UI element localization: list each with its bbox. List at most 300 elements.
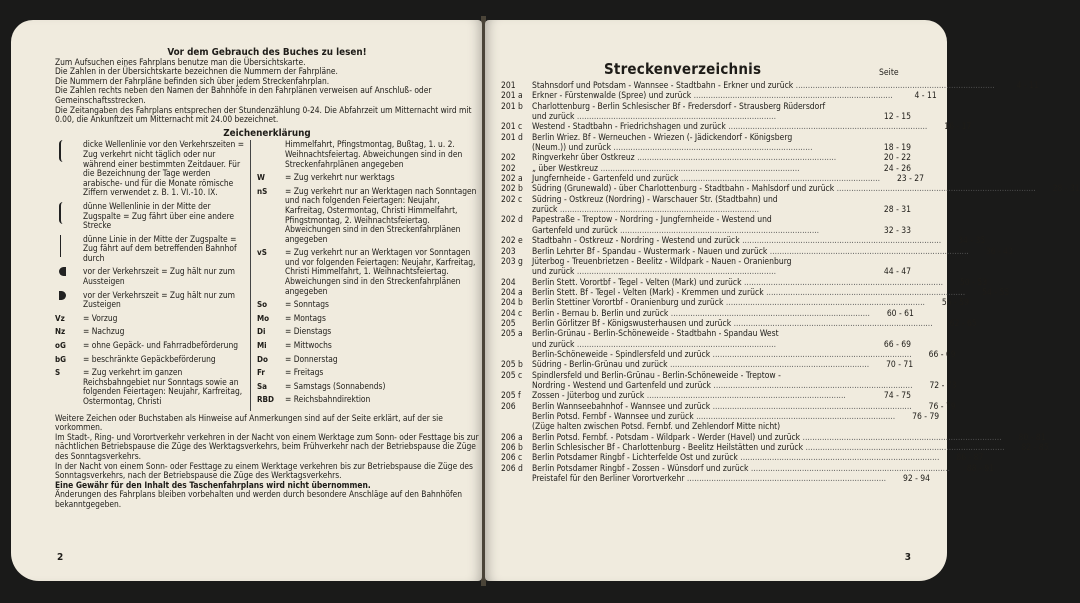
legend-key: So	[257, 300, 268, 310]
legend-mark-icon	[60, 235, 67, 257]
route-number: 202 b	[501, 184, 523, 195]
legend-description: vor der Verkehrszeit = Zug hält nur zum Zusteigen	[83, 289, 235, 310]
legend-description: vor der Verkehrszeit = Zug hält nur zum Aussteigen	[83, 266, 235, 287]
route-description	[532, 412, 895, 422]
route-text: Südring - Ostkreuz (Nordring) - Warschauer Str. (Stadtbahn) und	[532, 194, 778, 205]
route-description	[532, 174, 880, 184]
toc-entry	[501, 287, 1010, 298]
route-text: und zurück	[532, 339, 575, 350]
route-description	[532, 164, 867, 174]
note-paragraph: Weitere Zeichen oder Buchstaben als Hinweise auf Anmerkungen sind auf der Seite erklärt, auf der sie vorkommen.	[55, 412, 443, 433]
toc-entry	[501, 236, 986, 247]
route-number	[501, 474, 532, 484]
route-pages: 70 - 71	[886, 360, 914, 371]
legend-entry	[257, 173, 479, 183]
route-number: 202 d	[501, 215, 523, 226]
route-number: 205	[501, 318, 516, 329]
route-description	[532, 205, 867, 215]
toc-entry	[501, 122, 972, 133]
toc-entry	[501, 474, 931, 485]
toc-entry	[501, 102, 911, 112]
route-description	[532, 267, 867, 277]
legend-mark-icon	[59, 267, 66, 276]
legend-description: = Zug verkehrt nur werktags	[285, 172, 395, 183]
route-text: zurück	[532, 205, 558, 216]
route-description	[532, 153, 867, 163]
route-pages: 44 - 47	[883, 267, 911, 278]
route-pages: 54 - 55	[982, 287, 1010, 298]
legend-key: vS	[257, 248, 267, 258]
legend-entry	[257, 248, 479, 296]
route-description	[532, 474, 886, 484]
route-text: Charlottenburg - Berlin Schlesischer Bf - Fredersdorf - Strausberg Rüdersdorf	[532, 101, 826, 112]
route-pages: 92 - 94	[902, 474, 931, 485]
legend-entry	[257, 314, 479, 324]
toc-entry	[501, 391, 911, 401]
toc-entry	[501, 329, 911, 339]
legend-entry	[55, 267, 245, 286]
route-number	[501, 412, 532, 422]
route-pages: 88 - 91	[966, 463, 994, 474]
legend-entry	[257, 300, 479, 310]
route-text: Stadtbahn - Ostkreuz - Nordring - Westend und zurück	[532, 236, 740, 247]
legend-key: Sa	[257, 381, 268, 391]
route-pages	[867, 133, 911, 143]
toc-entry	[501, 133, 911, 143]
route-description	[532, 309, 870, 319]
toc-entry	[501, 298, 969, 309]
route-description	[532, 381, 913, 391]
route-text: Nordring - Westend und Gartenfeld und zurück	[532, 380, 711, 391]
legend-description: = Donnerstag	[285, 353, 338, 364]
route-text: Berlin Stett. Vorortbf - Tegel - Velten (Mark) und zurück	[532, 277, 742, 288]
legend-key	[55, 291, 83, 310]
legend-entry	[257, 368, 479, 378]
legend-description: = Nachzug	[83, 326, 125, 337]
route-number	[501, 112, 532, 122]
route-number: 205 b	[501, 360, 523, 371]
intro-line: Die Zeitangaben des Fahrplans entsprechen der Stundenzählung 0-24. Die Abfahrzeit um Mitternacht wird mit 0.00, die Ankunftzeit um Mitternacht mit 24.00 bezeichnet.	[55, 104, 472, 125]
legend-key	[257, 140, 285, 169]
route-text: Berlin Potsdamer Ringbf - Zossen - Wünsdorf und zurück	[532, 463, 749, 474]
route-pages: 28 - 31	[1052, 184, 1080, 195]
leader-dots: ..................................................................................	[731, 318, 933, 329]
leader-dots: ..................................................................................	[693, 412, 896, 422]
legend-entry	[257, 355, 479, 365]
route-pages	[867, 195, 911, 205]
leader-dots: ..................................................................................	[574, 339, 776, 350]
route-pages: 34 - 35	[958, 236, 986, 247]
legend-entry	[55, 355, 245, 365]
legend-key	[55, 267, 83, 286]
route-index	[501, 81, 1080, 485]
route-pages: 66 - 69	[928, 349, 956, 360]
route-text: Ringverkehr über Ostkreuz	[532, 153, 635, 164]
notes-paragraphs	[55, 414, 479, 510]
legend-heading: Zeichenerklärung	[223, 127, 311, 139]
legend-description: = Reichsbahndirektion	[285, 394, 371, 405]
legend-entry	[55, 368, 245, 406]
toc-entry	[501, 412, 940, 422]
route-pages: 28 - 31	[883, 205, 911, 216]
left-page	[11, 20, 482, 581]
route-text: Jungfernheide - Gartenfeld und zurück	[532, 174, 679, 185]
route-pages: 20 - 22	[883, 153, 911, 164]
route-text: und zurück	[532, 112, 575, 123]
legend-description: dicke Wellenlinie vor den Verkehrszeiten = Zug verkehrt nicht täglich oder nur während einer bestimmten Zeitdauer. Für die Bezeichnung der Tage werden arabische- und für die Monate römische Ziffern verwendet z. B. 1. VI.-10. IX.	[83, 139, 245, 198]
route-text: Südring (Grunewald) - über Charlottenburg - Stadtbahn - Mahlsdorf und zurück	[532, 184, 835, 195]
route-pages: 4 - 11	[914, 91, 937, 102]
route-description	[532, 360, 869, 370]
route-number: 206	[501, 401, 516, 412]
note-paragraph: Im Stadt-, Ring- und Vorortverkehr verkehren in der Nacht von einem Werktage zum Sonn- oder Festtage bis zur nächtlichen Betriebspause die Züge des Werktagsverkehrs, beim Frühverkehr nach der Betriebspause die Züge des Sonntagsverkehrs.	[55, 431, 479, 461]
route-pages: 32 - 33	[883, 225, 911, 236]
leader-dots: ..................................................................................	[574, 267, 776, 278]
route-text: Westend - Stadtbahn - Friedrichshagen und zurück	[532, 122, 726, 133]
legend-key: Mi	[257, 341, 267, 351]
route-description	[532, 91, 893, 101]
route-pages: 60 - 61	[886, 308, 914, 319]
toc-entry	[501, 205, 911, 215]
toc-entry	[501, 267, 911, 277]
route-pages: 76 - 79	[928, 401, 956, 412]
legend-key: S	[55, 368, 61, 378]
route-number	[501, 381, 532, 391]
legend-key: Mo	[257, 313, 270, 323]
route-pages	[867, 102, 911, 112]
toc-entry	[501, 432, 1046, 443]
leader-dots: ..................................................................................	[667, 360, 870, 371]
route-number: 201 d	[501, 132, 523, 143]
leader-dots: ..................................................................................	[803, 443, 1005, 454]
leader-dots: ..................................................................................	[557, 205, 760, 216]
route-number: 206 a	[501, 432, 523, 443]
legend-description: = Vorzug	[83, 312, 118, 323]
leader-dots: ..................................................................................	[737, 453, 940, 464]
legend-entry	[257, 395, 479, 405]
note-paragraph: Änderungen des Fahrplans bleiben vorbehalten und werden durch besondere Anschläge auf den Bahnhöfen bekanntgegeben.	[55, 489, 463, 509]
intro-line: Die Nummern der Fahrpläne befinden sich über jedem Streckenfahrplan.	[55, 75, 330, 86]
leader-dots: ..................................................................................	[668, 308, 870, 319]
legend-key: Do	[257, 354, 268, 364]
toc-entry	[501, 153, 911, 163]
route-description	[532, 81, 995, 91]
legend-key: Nz	[55, 327, 66, 337]
leader-dots: ..................................................................................	[710, 401, 912, 412]
legend-key: W	[257, 173, 265, 183]
toc-entry	[501, 81, 1039, 91]
route-pages: 12 - 15	[883, 112, 911, 123]
route-pages: 62 - 65	[949, 318, 977, 329]
toc-entry	[501, 453, 984, 464]
route-description	[532, 298, 925, 308]
route-number: 206 b	[501, 443, 523, 454]
route-text: Südring - Berlin-Grünau und zurück	[532, 360, 668, 371]
route-text: Berlin - Bernau b. Berlin und zurück	[532, 308, 669, 319]
route-number	[501, 340, 532, 350]
route-text: Berlin Schlesischer Bf - Charlottenburg - Beelitz Heilstätten und zurück	[532, 443, 804, 454]
route-text: Gartenfeld und zurück	[532, 225, 618, 236]
legend-key: Di	[257, 327, 266, 337]
leader-dots: ..................................................................................	[834, 184, 1036, 195]
route-text: Berlin Potsd. Fernbf. - Potsdam - Wildpark - Werder (Havel) und zurück	[532, 432, 801, 443]
toc-entry	[501, 215, 911, 225]
toc-entry	[501, 401, 956, 412]
route-description	[532, 215, 867, 225]
route-text: und zurück	[532, 267, 575, 278]
route-description	[532, 122, 927, 132]
toc-entry	[501, 349, 956, 360]
toc-entry	[501, 277, 988, 288]
route-description	[532, 133, 867, 143]
legend-description: = Samstags (Sonnabends)	[285, 380, 386, 391]
route-number	[501, 267, 532, 277]
route-number: 201	[501, 81, 516, 91]
route-description	[532, 443, 1005, 453]
route-number: 206 d	[501, 463, 523, 474]
route-text: Berlin Wannseebahnhof - Wannsee und zurück	[532, 401, 711, 412]
legend-columns	[55, 140, 479, 410]
route-pages: 72 - 73	[929, 380, 957, 391]
toc-entry	[501, 174, 925, 185]
legend-description: = Zug verkehrt im ganzen Reichsbahngebiet nur Sonntags sowie an folgenden Feiertagen: Neujahr, Karfreitag, Ostermontag, Christi	[83, 367, 243, 406]
legend-mark-icon	[59, 140, 69, 162]
legend-description: = Dienstags	[285, 326, 332, 337]
route-text: Stahnsdorf und Potsdam - Wannsee - Stadtbahn - Erkner und zurück	[532, 81, 794, 91]
seite-label: Seite	[879, 68, 899, 78]
route-description	[532, 422, 867, 432]
legend-key: RBD	[257, 395, 275, 405]
leader-dots: ..................................................................................	[684, 474, 887, 485]
legend-entry	[257, 341, 479, 351]
route-number: 202 a	[501, 174, 523, 185]
route-description	[532, 350, 912, 360]
note-paragraph: Eine Gewähr für den Inhalt des Taschenfahrplans wird nicht übernommen.	[55, 479, 371, 490]
route-number: 204 a	[501, 287, 523, 298]
route-pages: 36 - 43	[985, 246, 1013, 257]
legend-entry	[257, 382, 479, 392]
route-text: (Neum.)) und zurück	[532, 143, 611, 154]
route-text: Berlin Potsdamer Ringbf - Lichterfelde Ost und zurück	[532, 453, 738, 464]
route-description	[532, 247, 969, 257]
route-description	[532, 391, 867, 401]
note-paragraph: In der Nacht von einem Sonn- oder Festtage zu einem Werktage verkehren bis zur Betriebspause die Züge des Sonntagsverkehrs, nach der Betriebspause die Züge des Werktagsverkehrs.	[55, 460, 473, 481]
legend-entry	[55, 314, 245, 324]
route-number: 204	[501, 277, 516, 288]
route-number: 203 g	[501, 256, 523, 267]
legend-entry	[257, 187, 479, 245]
route-number	[501, 350, 532, 360]
route-pages: 50 - 53	[960, 277, 988, 288]
leader-dots: ..................................................................................	[723, 298, 925, 309]
toc-entry	[501, 112, 911, 122]
legend-key	[55, 235, 83, 264]
route-description	[532, 184, 1036, 194]
route-pages: 76 - 79	[912, 412, 940, 422]
route-description	[532, 340, 867, 350]
route-pages	[867, 329, 911, 339]
legend-entry	[55, 291, 245, 310]
route-text: (Züge halten zwischen Potsd. Fernbf. und Zehlendorf Mitte nicht)	[532, 422, 781, 433]
route-pages: 82 - 85	[1021, 443, 1049, 454]
legend-key: Fr	[257, 368, 265, 378]
right-page	[485, 20, 1080, 581]
route-number	[501, 143, 532, 153]
legend-entry	[55, 140, 245, 198]
route-number	[501, 205, 532, 215]
legend-description: = Mittwochs	[285, 340, 332, 351]
leader-dots: ..................................................................................	[725, 122, 928, 133]
toc-entry	[501, 164, 911, 174]
route-text: Preistafel für den Berliner Vorortverkehr	[532, 474, 685, 485]
route-number: 203	[501, 246, 516, 257]
route-description	[532, 319, 933, 329]
route-number: 202 e	[501, 236, 523, 247]
legend-key	[55, 202, 83, 231]
legend-description: = Freitags	[285, 367, 324, 378]
route-text: Berlin Lehrter Bf - Spandau - Wustermark - Nauen und zurück	[532, 246, 768, 257]
toc-entry	[501, 195, 911, 205]
leader-dots: ..................................................................................	[678, 174, 881, 185]
route-pages	[867, 257, 911, 267]
legend-key: bG	[55, 354, 67, 364]
legend-description: = Sonntags	[285, 299, 329, 310]
route-pages: 80 - 81	[1018, 432, 1046, 443]
intro-paragraphs	[55, 58, 479, 125]
route-number: 201 c	[501, 122, 523, 133]
route-pages: 56 - 59	[941, 298, 969, 309]
legend-description: dünne Wellenlinie in der Mitte der Zugspalte = Zug fährt über eine andere Strecke	[83, 200, 235, 231]
legend-mark-icon	[59, 202, 69, 224]
route-description	[532, 433, 1002, 443]
route-description	[532, 195, 867, 205]
route-description	[532, 102, 867, 112]
legend-description: Himmelfahrt, Pfingstmontag, Bußtag, 1. u. 2. Weihnachtsfeiertag. Abweichungen sind in den Streckenfahrplänen angegeben	[285, 139, 463, 169]
legend-description: = ohne Gepäck- und Fahrradbeförderung	[83, 340, 239, 351]
toc-entry	[501, 91, 937, 102]
route-number: 202 c	[501, 194, 523, 205]
route-pages	[867, 215, 911, 225]
leader-dots: ..................................................................................	[710, 349, 912, 360]
route-number	[501, 226, 532, 236]
toc-entry	[501, 360, 914, 371]
route-number: 201 b	[501, 101, 523, 112]
leader-dots: ..................................................................................	[710, 380, 913, 391]
legend-column-left	[55, 140, 251, 410]
route-description	[532, 143, 867, 153]
route-description	[532, 236, 941, 246]
route-pages	[867, 371, 911, 381]
leader-dots: ..................................................................................	[739, 236, 942, 247]
leader-dots: ..................................................................................	[691, 91, 893, 102]
legend-entry	[257, 140, 479, 169]
route-text: Berlin Görlitzer Bf - Königswusterhausen und zurück	[532, 318, 732, 329]
legend-description: = beschränkte Gepäckbeförderung	[83, 353, 216, 364]
leader-dots: ..................................................................................	[767, 246, 969, 257]
route-text: „ über Westkreuz	[532, 163, 599, 174]
leader-dots: ..................................................................................	[611, 143, 813, 154]
page-number-left: 2	[57, 552, 64, 563]
leader-dots: ..................................................................................	[741, 277, 944, 288]
route-number: 201 a	[501, 91, 523, 102]
route-number: 205 f	[501, 391, 521, 402]
page-number-right: 3	[904, 552, 911, 563]
toc-entry	[501, 318, 977, 329]
legend-description: = Montags	[285, 312, 326, 323]
legend-entry	[257, 327, 479, 337]
route-description	[532, 329, 867, 339]
route-text: Spindlersfeld und Berlin-Grünau - Berlin-Schöneweide - Treptow -	[532, 370, 781, 381]
route-number: 205 c	[501, 370, 523, 381]
route-description	[532, 278, 943, 288]
instructions-text	[55, 48, 479, 510]
intro-line: Die Zahlen rechts neben den Namen der Bahnhöfe in den Fahrplänen verweisen auf Anschluß- oder Gemeinschaftsstrecken.	[55, 85, 432, 105]
toc-entry	[501, 371, 911, 381]
route-text: Papestraße - Treptow - Nordring - Jungfernheide - Westend und	[532, 215, 772, 226]
legend-description: dünne Linie in der Mitte der Zugspalte = Zug fährt auf dem betreffenden Bahnhof durch	[83, 233, 237, 263]
route-text: Erkner - Fürstenwalde (Spree) und zurück	[532, 91, 692, 102]
route-pages: 18 - 19	[883, 143, 911, 154]
route-pages	[867, 422, 911, 432]
route-description	[532, 464, 950, 474]
route-text: Berlin Potsd. Fernbf - Wannsee und zurück	[532, 412, 694, 422]
toc-title: Streckenverzeichnis	[604, 60, 762, 78]
toc-entry	[501, 143, 911, 153]
route-pages: 4 - 11	[1016, 81, 1039, 91]
legend-entry	[55, 202, 245, 231]
route-pages: 66 - 69	[883, 339, 911, 350]
route-description	[532, 226, 867, 236]
route-text: Zossen - Jüterbog und zurück	[532, 391, 645, 402]
route-description	[532, 288, 965, 298]
route-number: 202	[501, 163, 516, 174]
legend-description: = Zug verkehrt nur an Werktagen nach Sonntagen und nach folgenden Feiertagen: Neujahr, Karfreitag, Ostermontag, Christi Himmelfahrt, Pfingstmontag, 2. Weihnachtsfeiertag. Abweichungen sind in den Streckenfahrplänen angegeben	[285, 185, 477, 244]
route-pages: 86 - 87	[956, 453, 984, 464]
leader-dots: ..................................................................................	[617, 225, 820, 236]
route-pages: 24 - 26	[883, 163, 911, 174]
route-description	[532, 371, 867, 381]
route-number	[501, 422, 532, 432]
legend-entry	[55, 341, 245, 351]
route-text: Berlin-Schöneweide - Spindlersfeld und zurück	[532, 349, 711, 360]
toc-entry	[501, 422, 911, 432]
legend-column-right	[251, 140, 479, 410]
legend-key	[55, 140, 83, 198]
toc-entry	[501, 340, 911, 350]
intro-line: Die Zahlen in der Übersichtskarte bezeichnen die Nummern der Fahrpläne.	[55, 66, 338, 77]
route-description	[532, 453, 939, 463]
toc-entry	[501, 463, 994, 474]
intro-line: Zum Aufsuchen eines Fahrplans benutze man die Übersichtskarte.	[55, 56, 306, 67]
legend-description: = Zug verkehrt nur an Werktagen vor Sonntagen und vor folgenden Feiertagen: Neujahr, Karfreitag, Christi Himmelfahrt, 1. Weihnachtsfeiertag. Abweichungen sind in den Streckenfahrplänen angegeben	[285, 247, 476, 296]
leader-dots: ..................................................................................	[634, 153, 837, 164]
legend-key: oG	[55, 341, 66, 351]
route-pages: 23 - 27	[896, 174, 925, 185]
route-description	[532, 112, 867, 122]
leader-dots: ..................................................................................	[644, 391, 846, 402]
toc-entry	[501, 246, 1013, 257]
route-number: 202	[501, 153, 516, 164]
legend-key: Vz	[55, 313, 65, 323]
legend-mark-icon	[59, 291, 66, 300]
route-pages: 16 - 17	[944, 122, 972, 133]
leader-dots: ..................................................................................	[800, 432, 1002, 443]
route-description	[532, 402, 912, 412]
leader-dots: ..................................................................................	[793, 81, 995, 91]
route-description	[532, 257, 867, 267]
toc-entry	[501, 380, 957, 391]
route-number: 204 c	[501, 308, 523, 319]
